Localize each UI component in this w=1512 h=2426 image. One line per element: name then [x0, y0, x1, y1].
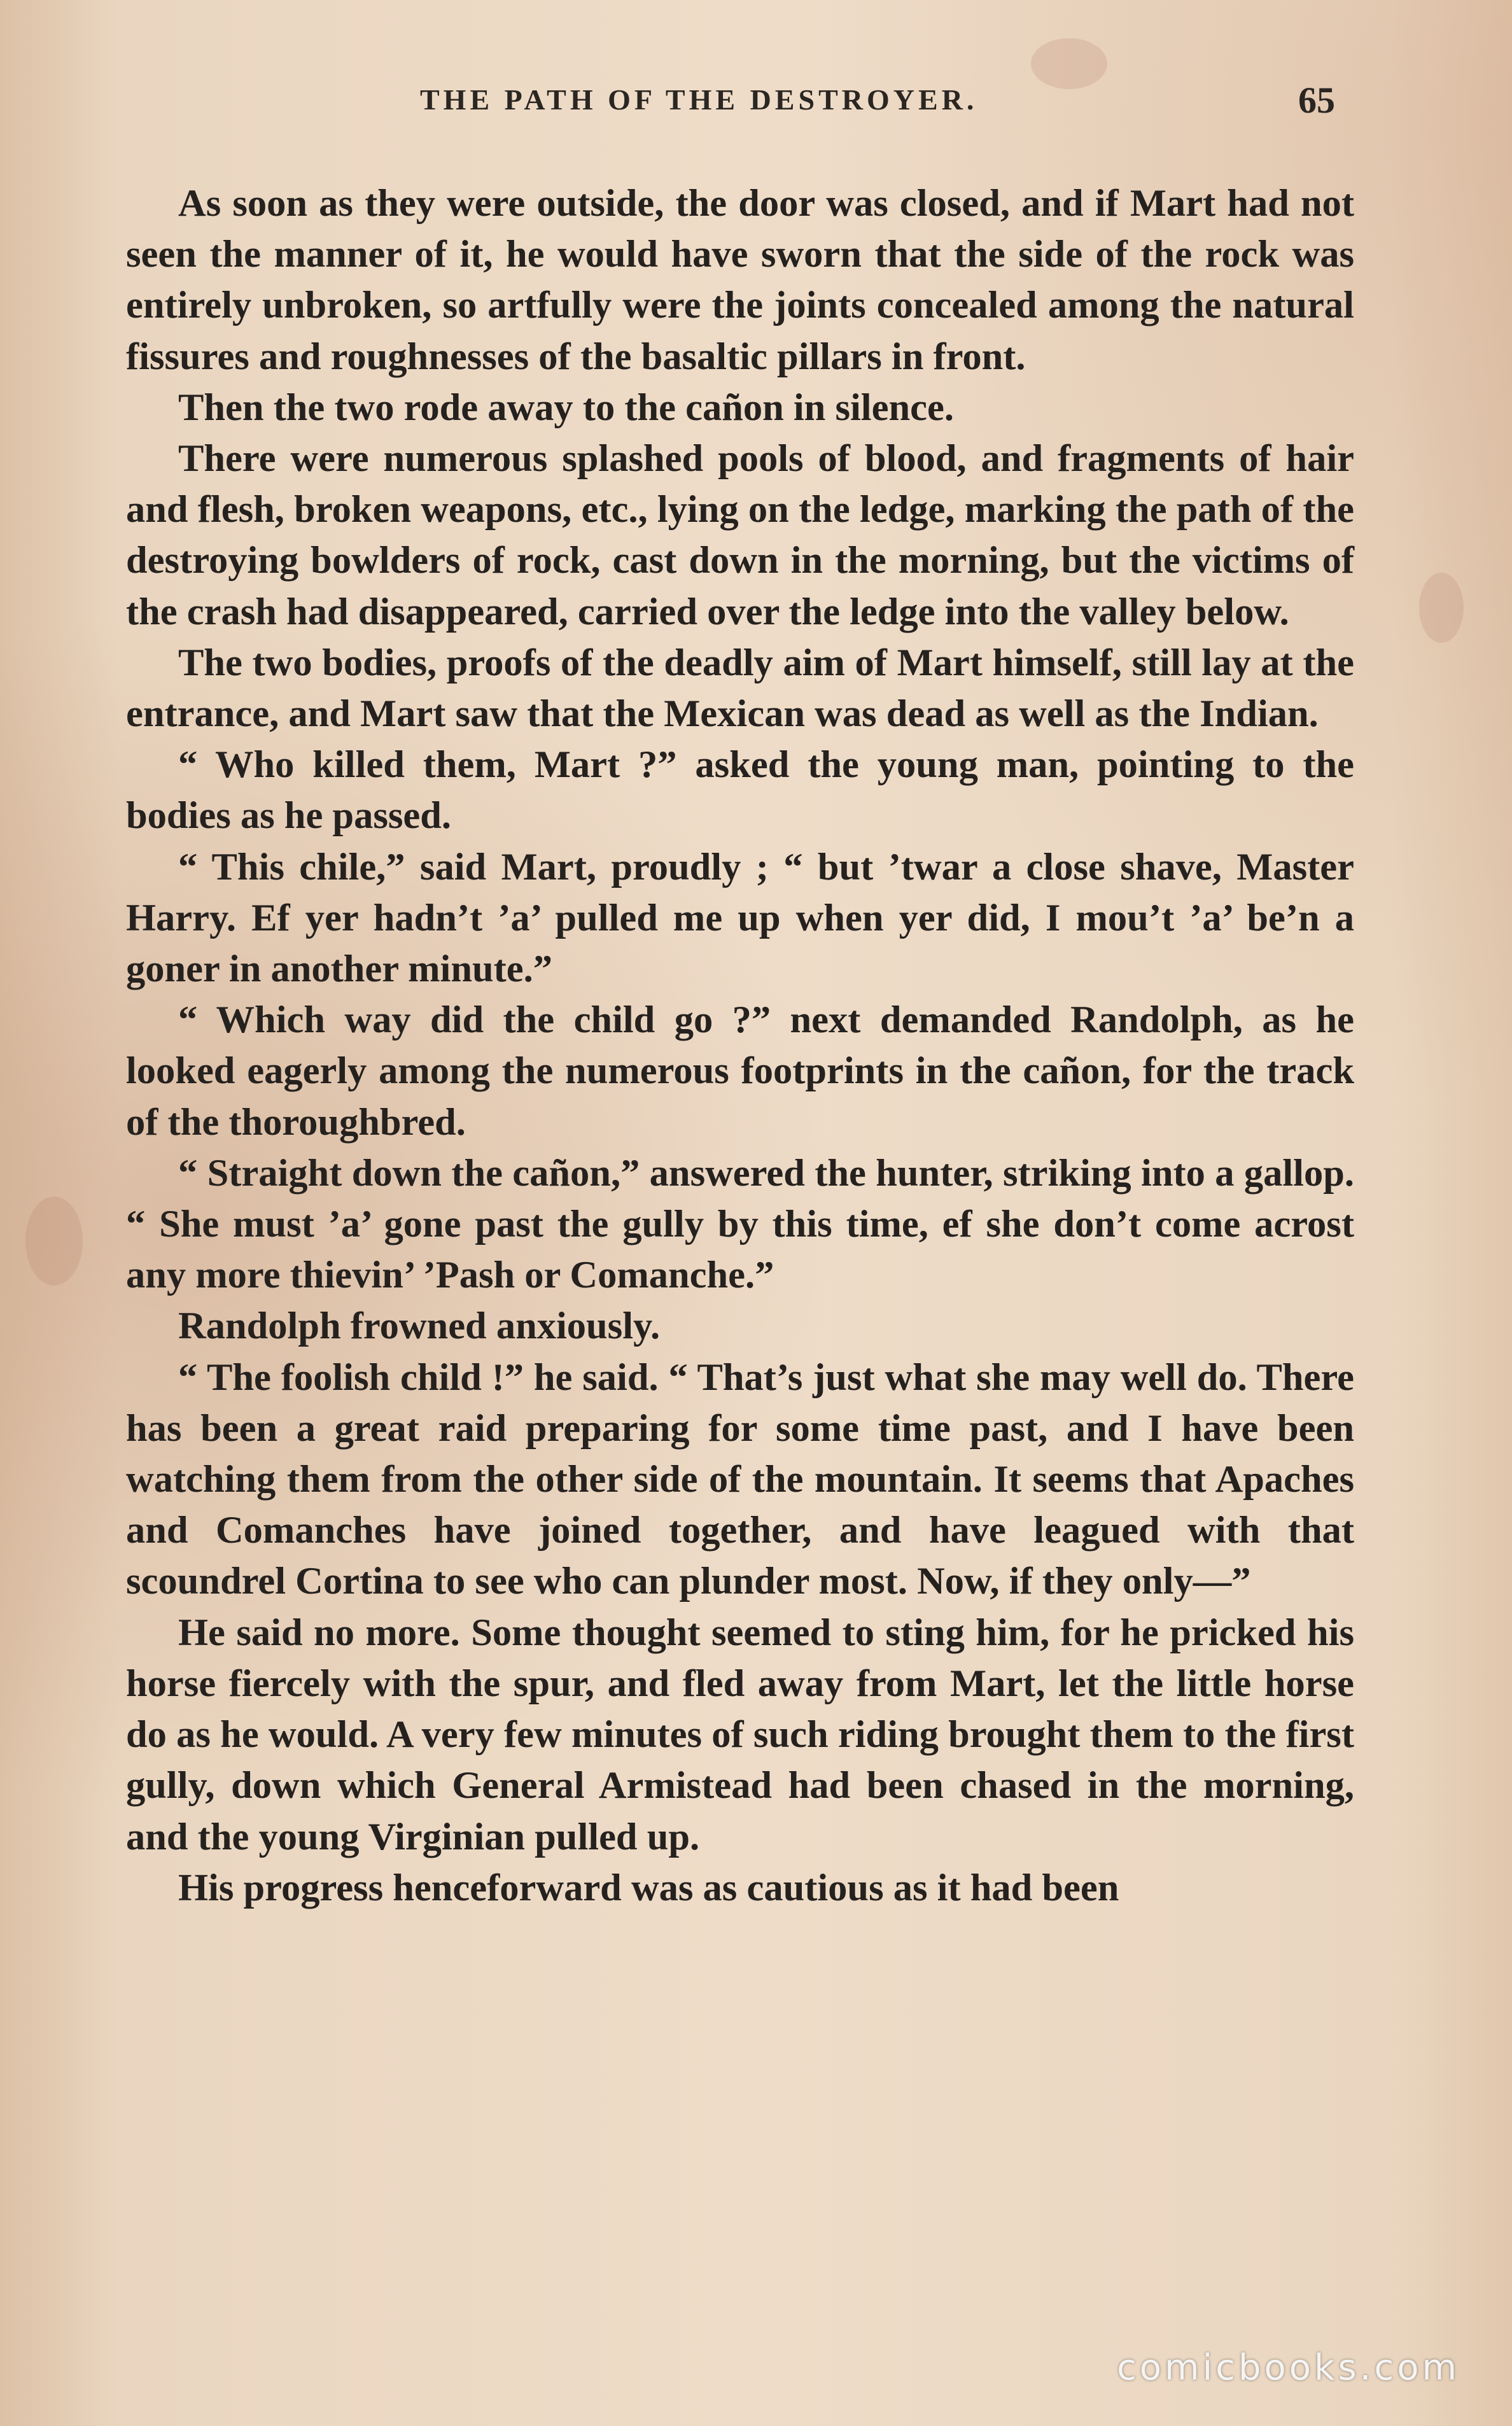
paragraph: He said no more. Some thought seemed to sting him, for he pricked his horse fiercely with the spur, and fled away from Mart, let the little horse do as he would. A very few minutes of such riding brought them to the first gully, down which General Armistead had been chased in the morning, and the young Virginian pulled up.: [126, 1611, 1354, 1858]
paragraph: “ This chile,” said Mart, proudly ; “ but ’twar a close shave, Master Harry. Ef yer hadn’t ’a’ pulled me up when yer did, I mou’t ’a’ be’n a goner in another minute.”: [126, 845, 1354, 991]
page-number: 65: [1298, 80, 1335, 121]
paragraph: The two bodies, proofs of the deadly aim of Mart himself, still lay at the entrance, and Mart saw that the Mexican was dead as well as the Indian.: [126, 641, 1354, 736]
foxing-stain: [1419, 573, 1464, 643]
foxing-stain: [1031, 38, 1107, 89]
paragraph: Then the two rode away to the cañon in silence.: [178, 386, 954, 429]
paragraph: “ The foolish child !” he said. “ That’s just what she may well do. There has been a great raid preparing for some time past, and I have been watching them from the other side of the mountain. It seems that Apaches and Comanches have joined together, and have leagued with that scoundrel Cortina to see who can plunder most. Now, if they only—”: [126, 1356, 1354, 1603]
paragraph: As soon as they were outside, the door was closed, and if Mart had not seen the manner of it, he would have sworn that the side of the rock was entirely unbroken, so artfully were the joints concealed among the natural fissures and roughnesses of the basaltic pillars in front.: [126, 182, 1354, 378]
paragraph: “ Who killed them, Mart ?” asked the young man, pointing to the bodies as he passed.: [126, 743, 1354, 838]
page-header: [0, 80, 1512, 134]
body-text: [126, 178, 1354, 1914]
foxing-stain: [25, 1196, 83, 1286]
running-head: THE PATH OF THE DESTROYER.: [420, 83, 978, 116]
paragraph: His progress henceforward was as cautious as it had been: [178, 1866, 1119, 1909]
paragraph: “ Straight down the cañon,” answered the hunter, striking into a gallop. “ She must ’a’ gone past the gully by this time, ef she don’t come acrost any more thievin’ ’Pash or Comanche.”: [126, 1151, 1354, 1297]
watermark: comicbooks.com: [1117, 2347, 1460, 2388]
paragraph: Randolph frowned anxiously.: [178, 1305, 661, 1348]
paragraph: “ Which way did the child go ?” next demanded Randolph, as he looked eagerly among the numerous footprints in the cañon, for the track of the thoroughbred.: [126, 999, 1354, 1144]
paragraph: There were numerous splashed pools of blood, and fragments of hair and flesh, broken weapons, etc., lying on the ledge, marking the path of the destroying bowlders of rock, cast down in the morning, but the victims of the crash had disappeared, carried over the ledge into the valley below.: [126, 437, 1354, 633]
